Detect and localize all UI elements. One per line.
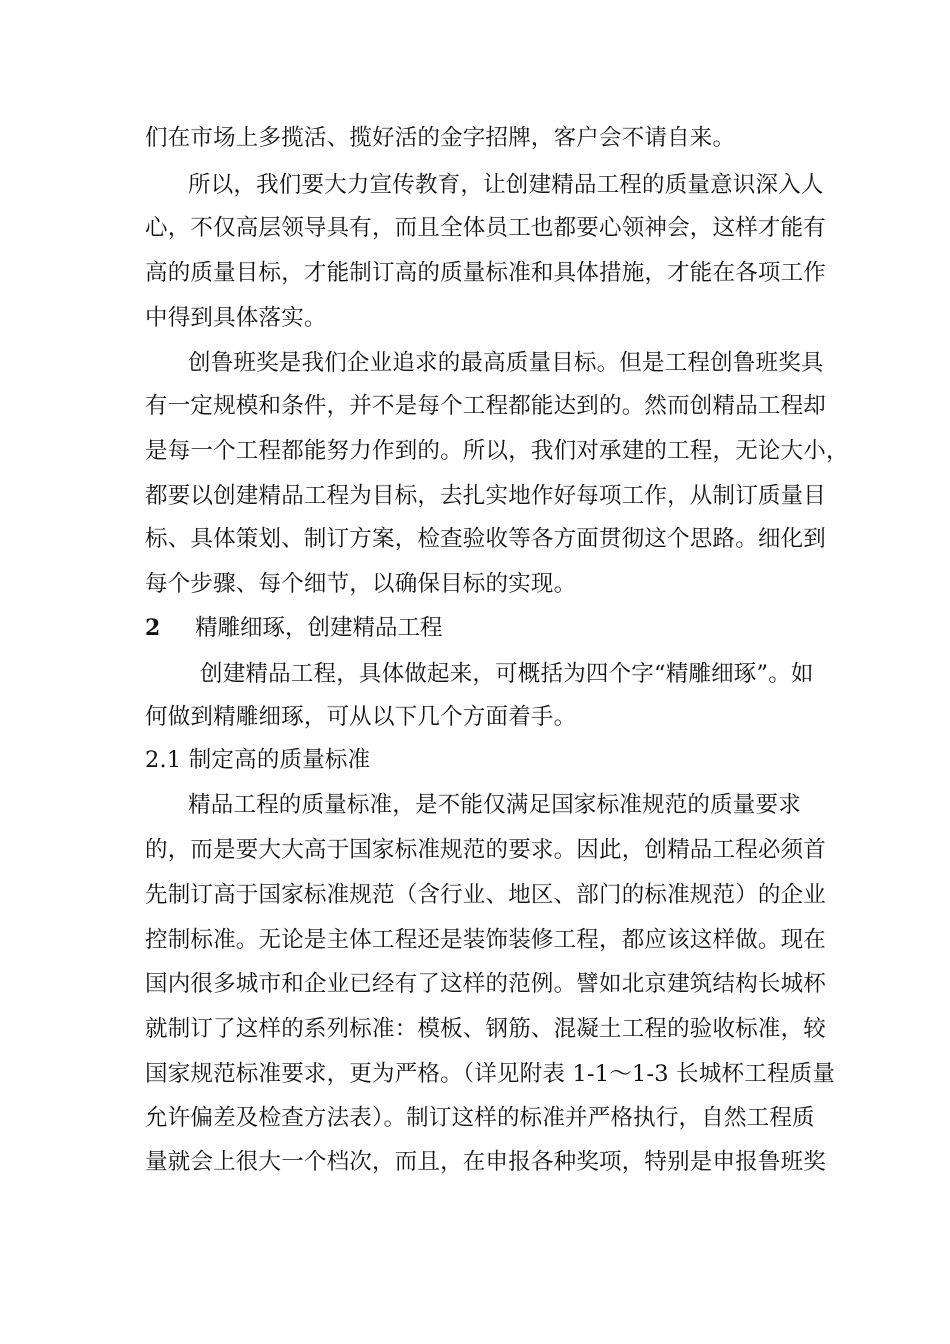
paragraph-line: 所以，我们要大力宣传教育，让创建精品工程的质量意识深入人 [188,172,824,198]
section-heading: 精雕细琢，创建精品工程 [195,615,443,641]
paragraph-line: 精品工程的质量标准，是不能仅满足国家标准规范的质量要求 [188,792,801,818]
paragraph-line: 先制订高于国家标准规范（含行业、地区、部门的标准规范）的企业 [145,882,827,908]
paragraph-line: 允许偏差及检查方法表）。制订这样的标准并严格执行，自然工程质 [145,1105,815,1131]
paragraph-line: 控制标准。无论是主体工程还是装饰装修工程，都应该这样做。现在 [145,927,827,953]
paragraph-line: 量就会上很大一个档次，而且，在申报各种奖项，特别是申报鲁班奖 [145,1149,827,1175]
paragraph-line: 高的质量目标，才能制订高的质量标准和具体措施，才能在各项工作 [145,260,827,286]
paragraph-line: 标、具体策划、制订方案，检查验收等各方面贯彻这个思路。细化到 [145,526,827,552]
paragraph-line: 国家规范标准要求，更为严格。（详见附表 1-1～1-3 长城杯工程质量 [145,1061,836,1087]
paragraph-line: 国内很多城市和企业已经有了这样的范例。譬如北京建筑结构长城杯 [145,971,827,997]
paragraph-line: 创建精品工程，具体做起来，可概括为四个字“精雕细琢”。如 [200,661,814,687]
paragraph-line: 有一定规模和条件，并不是每个工程都能达到的。然而创精品工程却 [145,393,827,419]
section-number: 2 [145,615,161,641]
paragraph-line: 就制订了这样的系列标准：模板、钢筋、混凝土工程的验收标准，较 [145,1016,827,1042]
paragraph-line: 的，而是要大大高于国家标准规范的要求。因此，创精品工程必须首 [145,837,827,863]
subsection-heading: 2.1 制定高的质量标准 [145,747,371,773]
paragraph-line: 们在市场上多揽活、揽好活的金字招牌，客户会不请自来。 [145,125,736,151]
paragraph-line: 都要以创建精品工程为目标，去扎实地作好每项工作，从制订质量目 [145,483,827,509]
paragraph-line: 每个步骤、每个细节，以确保目标的实现。 [145,571,577,597]
paragraph-line: 中得到具体落实。 [145,305,327,331]
paragraph-line: 是每一个工程都能努力作到的。所以，我们对承建的工程，无论大小， [145,438,849,464]
paragraph-line: 何做到精雕细琢，可从以下几个方面着手。 [145,704,577,730]
paragraph-line: 创鲁班奖是我们企业追求的最高质量目标。但是工程创鲁班奖具 [188,350,824,376]
paragraph-line: 心，不仅高层领导具有，而且全体员工也都要心领神会，这样才能有 [145,215,827,241]
